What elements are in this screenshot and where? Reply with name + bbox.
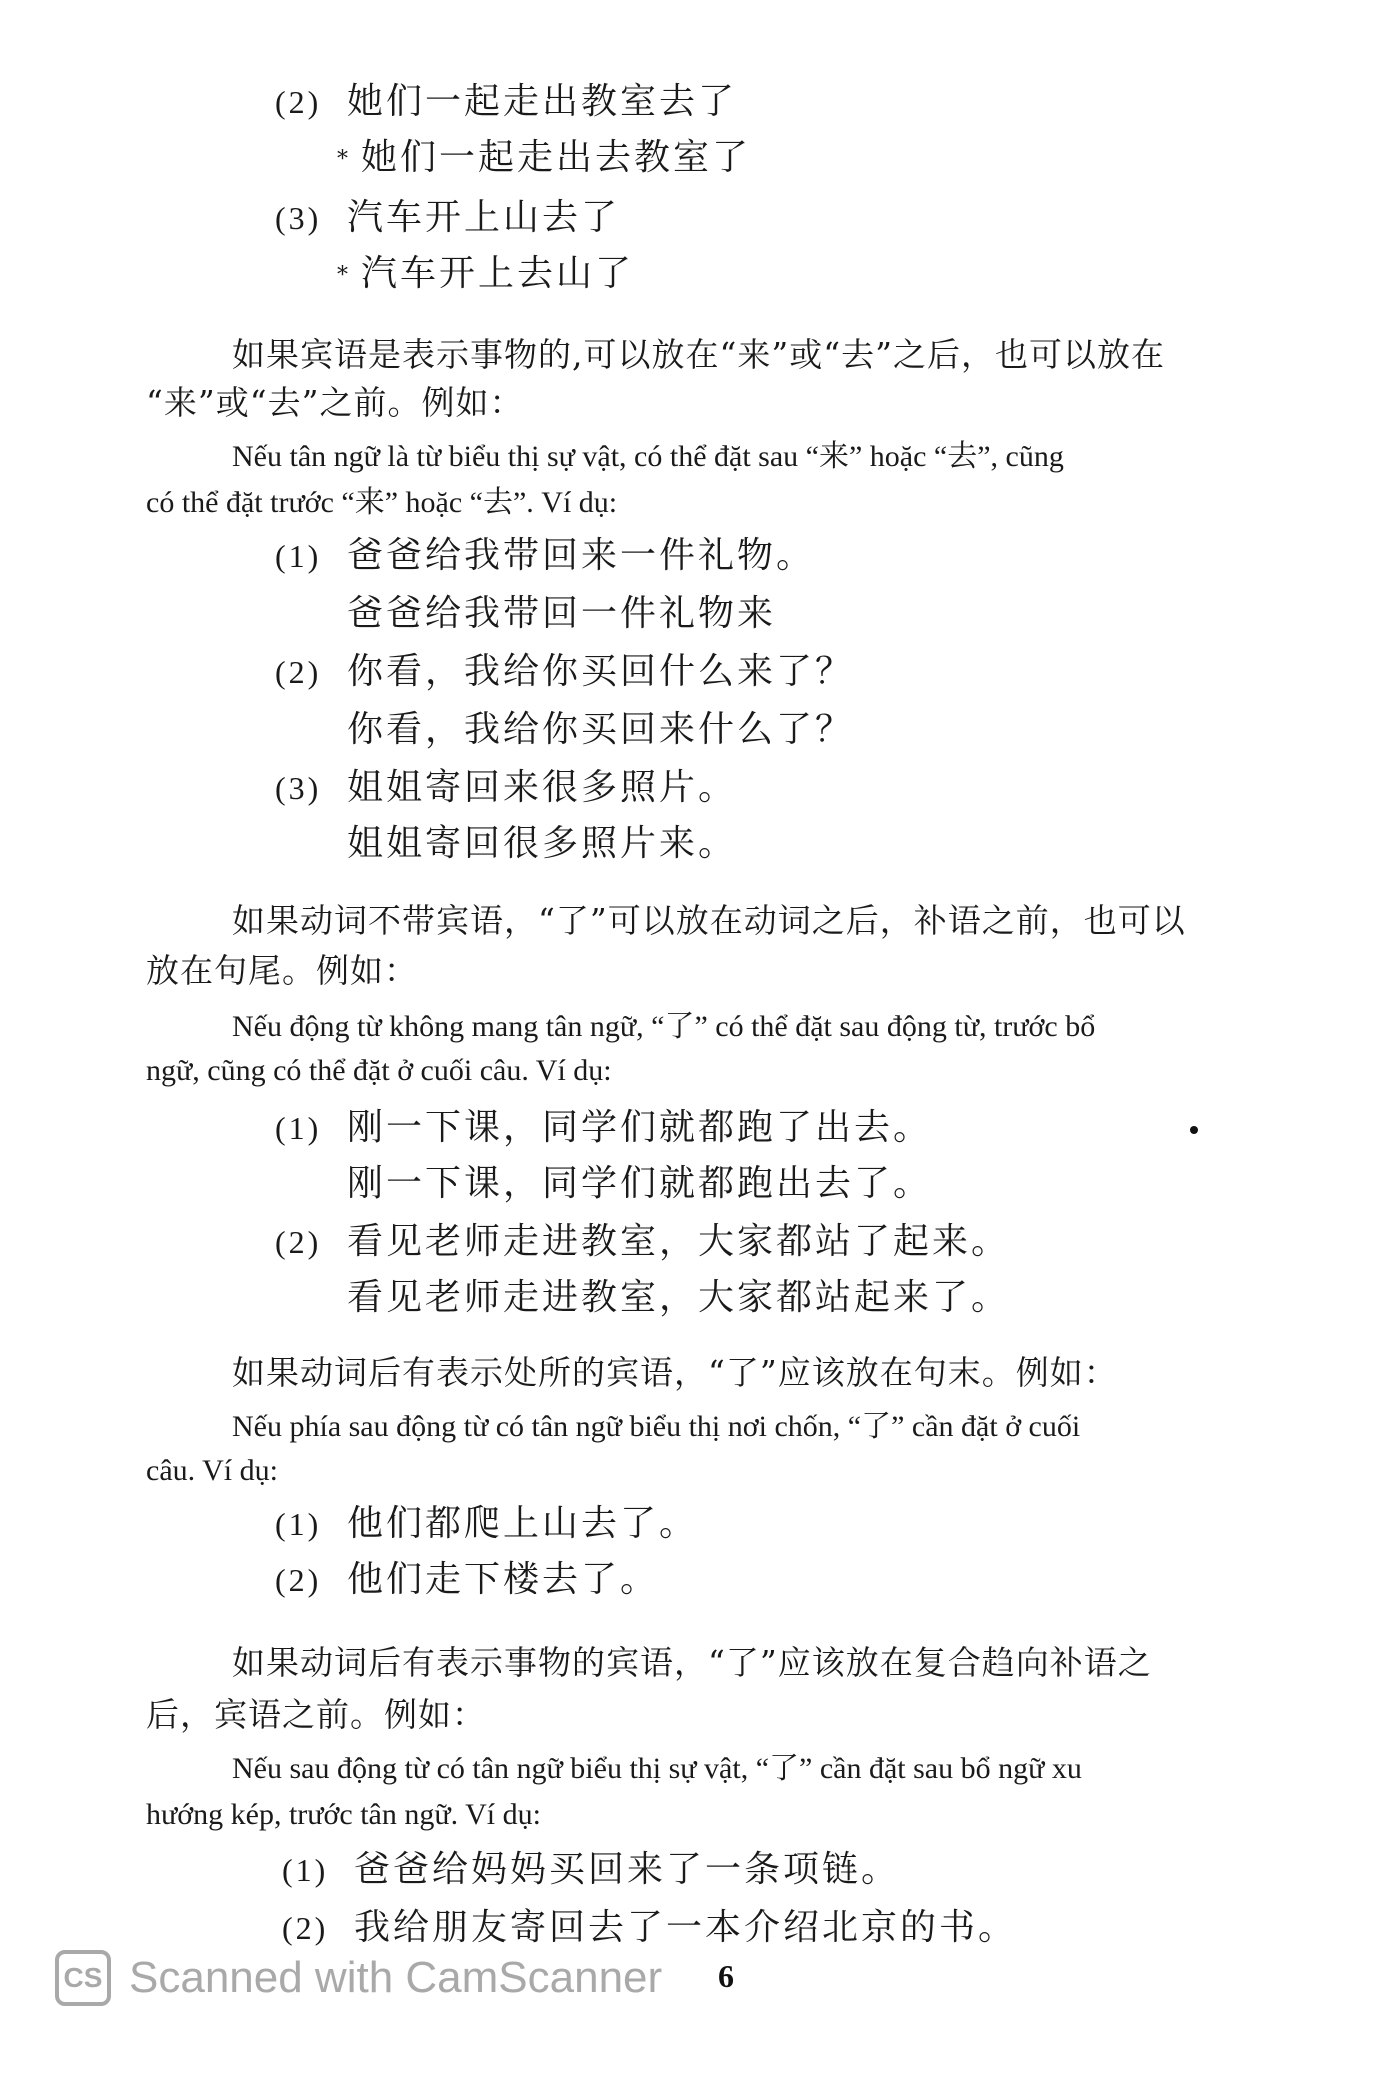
example-number: (2) (275, 1562, 322, 1598)
camscanner-logo-icon: CS (55, 1950, 111, 2006)
example-number: (1) (282, 1852, 329, 1888)
vietnamese-paragraph-line: Nếu phía sau động từ có tân ngữ biểu thị nơi chốn, “了” cần đặt ở cuối (232, 1410, 1081, 1443)
example-sentence: 刚一下课，同学们就都跑了出去。 (347, 1107, 933, 1148)
example-line (275, 767, 738, 808)
vietnamese-paragraph-line: Nếu sau động từ có tân ngữ biểu thị sự vật, “了” cần đặt sau bổ ngữ xu (232, 1752, 1082, 1785)
vietnamese-paragraph-line: hướng kép, trước tân ngữ. Ví dụ: (146, 1798, 541, 1831)
example-line (275, 1503, 699, 1544)
example-line (275, 651, 855, 692)
example-number: (2) (275, 654, 322, 690)
example-line (275, 1559, 660, 1600)
example-sentence: 爸爸给我带回来一件礼物。 (347, 535, 816, 576)
example-sentence: 他们都爬上山去了。 (347, 1503, 699, 1544)
chinese-paragraph-line: 如果动词后有表示事物的宾语，“了”应该放在复合趋向补语之 (232, 1643, 1152, 1682)
example-sentence: 汽车开上去山了 (361, 253, 635, 294)
example-line (275, 535, 816, 576)
vietnamese-paragraph-line: Nếu tân ngữ là từ biểu thị sự vật, có thể đặt sau “来” hoặc “去”, cũng (232, 440, 1064, 473)
page-number: 6 (718, 1958, 734, 1994)
example-number: (1) (275, 1110, 322, 1146)
example-line (275, 1107, 933, 1148)
example-number: (2) (275, 1224, 322, 1260)
example-sentence: 她们一起走出去教室了 (361, 137, 752, 178)
example-line (275, 81, 738, 122)
example-line (275, 1221, 1011, 1262)
example-sentence: 爸爸给妈妈买回来了一条项链。 (354, 1849, 901, 1890)
chinese-paragraph-line: 如果动词后有表示处所的宾语，“了”应该放在句末。例如： (232, 1353, 1118, 1392)
example-sentence: 看见老师走进教室，大家都站了起来。 (347, 1221, 1011, 1262)
example-sentence-alt: 姐姐寄回很多照片来。 (347, 823, 738, 864)
ink-dot (1190, 1126, 1198, 1134)
watermark-text: Scanned with CamScanner (129, 1953, 663, 2002)
vietnamese-paragraph-line: có thể đặt trước “来” hoặc “去”. Ví dụ: (146, 486, 618, 519)
chinese-paragraph-line: “来”或“去”之前。例如： (146, 383, 524, 422)
example-line (282, 1849, 901, 1890)
chinese-paragraph-line: 放在句尾。例如： (146, 951, 418, 990)
example-sentence-alt: 刚一下课，同学们就都跑出去了。 (347, 1163, 933, 1204)
example-line-incorrect (337, 253, 635, 294)
incorrect-marker: * (337, 147, 351, 172)
example-sentence: 我给朋友寄回去了一本介绍北京的书。 (354, 1907, 1018, 1948)
example-sentence: 她们一起走出教室去了 (347, 81, 738, 122)
example-number: (2) (275, 84, 322, 120)
example-number: (2) (282, 1910, 329, 1946)
vietnamese-paragraph-line: câu. Ví dụ: (146, 1454, 278, 1487)
example-sentence: 汽车开上山去了 (347, 197, 621, 238)
incorrect-marker: * (337, 263, 351, 288)
chinese-paragraph-line: 如果宾语是表示事物的,可以放在“来”或“去”之后，也可以放在 (232, 335, 1165, 374)
example-number: (1) (275, 1506, 322, 1542)
example-line (275, 197, 621, 238)
example-number: (3) (275, 200, 322, 236)
example-sentence-alt: 爸爸给我带回一件礼物来 (347, 593, 777, 634)
example-line (282, 1907, 1018, 1948)
example-number: (3) (275, 770, 322, 806)
chinese-paragraph-line: 如果动词不带宾语，“了”可以放在动词之后，补语之前，也可以 (232, 901, 1186, 940)
chinese-paragraph-line: 后，宾语之前。例如： (146, 1695, 486, 1734)
example-sentence: 你看，我给你买回什么来了？ (347, 651, 855, 692)
example-sentence: 姐姐寄回来很多照片。 (347, 767, 738, 808)
camscanner-watermark (55, 1948, 662, 2008)
example-sentence-alt: 看见老师走进教室，大家都站起来了。 (347, 1277, 1011, 1318)
example-sentence: 他们走下楼去了。 (347, 1559, 660, 1600)
vietnamese-paragraph-line: ngữ, cũng có thể đặt ở cuối câu. Ví dụ: (146, 1054, 612, 1087)
vietnamese-paragraph-line: Nếu động từ không mang tân ngữ, “了” có thể đặt sau động từ, trước bổ (232, 1010, 1096, 1043)
example-sentence-alt: 你看，我给你买回来什么了？ (347, 709, 855, 750)
example-number: (1) (275, 538, 322, 574)
example-line-incorrect (337, 137, 752, 178)
